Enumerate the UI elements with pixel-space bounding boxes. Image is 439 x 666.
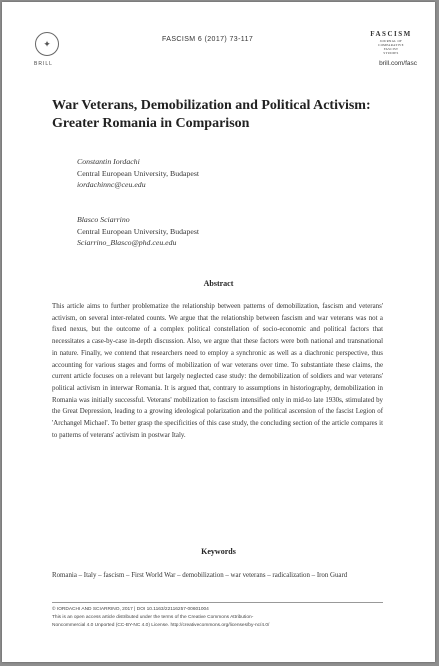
author-email[interactable]: iordachinnc@ceu.edu: [77, 180, 146, 189]
article-title: War Veterans, Demobilization and Political Activism: Greater Romania in Comparison: [52, 98, 371, 131]
abstract-heading: Abstract: [203, 279, 234, 288]
author-block-2: [77, 214, 377, 249]
footer-divider: [52, 602, 383, 603]
author-name: Constantin Iordachi: [77, 157, 140, 166]
author-email[interactable]: Sciarrino_Blasco@phd.ceu.edu: [77, 238, 177, 247]
author-affiliation: Central European University, Budapest: [77, 226, 200, 236]
journal-logo-name: FASCISM: [370, 30, 412, 38]
journal-url[interactable]: brill.com/fasc: [379, 60, 417, 67]
abstract-text: This article aims to further problematize the relationship between patterns of demobilization, fascism and veterans' activism, on several inter-related counts. We argue that the relationship between fascism and war veterans was not a fixed nexus, but the outcome of a complex political constellation of socio-economic and political factors that necessitates a case-by-case in-depth discussion. Also, we argue that these factors were both national and transnational in nature. Finally, we contend that researchers need to employ a synchronic as well as a diachronic perspective, thus accounting for various stages and forms of mobilization of war veterans over time. To substantiate these claims, the current article focuses on a relevant but largely neglected case study: the demobilization of soldiers and war veterans' political activism in interwar Romania. It is argued that, contrary to assumptions in historiography, demobilization in Romania was initially successful. Veterans' mobilization to fascism intensified only in mid-to late 1930s, stimulated by the Great Depression, leading to a growing ideological polarization and the political ascension of the fascist Legion of 'Archangel Michael'. To better grasp the specificities of this case study, the concluding section of the article compares it to patterns of veterans' activism in postwar Italy.: [52, 303, 383, 439]
journal-logo: [365, 30, 417, 55]
author-name: Blasco Sciarrino: [77, 215, 130, 224]
keywords-heading: Keywords: [201, 547, 236, 556]
journal-logo-subtitle: JOURNAL OF COMPARATIVE FASCIST STUDIES: [378, 39, 404, 55]
author-affiliation: Central European University, Budapest: [77, 168, 200, 178]
author-block-1: [77, 156, 377, 191]
keywords-text: Romania – Italy – fascism – First World War – demobilization – war veterans – radicalization – Iron Guard: [52, 572, 348, 579]
copyright-footer: © IORDACHI AND SCIARRINO, 2017 | DOI 10.1163/22116257-00601004 This is an open access article distributed under the terms of the Creative Commons Attribution- Noncommercial 4.0 Unported (CC-BY-NC 4.0) License. http://creativecommons.org/licenses/by-nc/4.0/: [52, 607, 270, 628]
journal-reference: FASCISM 6 (2017) 73-117: [162, 36, 254, 43]
article-page: [2, 2, 435, 662]
brill-logo-icon: ✦: [35, 32, 59, 56]
publisher-label: BRILL: [34, 61, 53, 67]
